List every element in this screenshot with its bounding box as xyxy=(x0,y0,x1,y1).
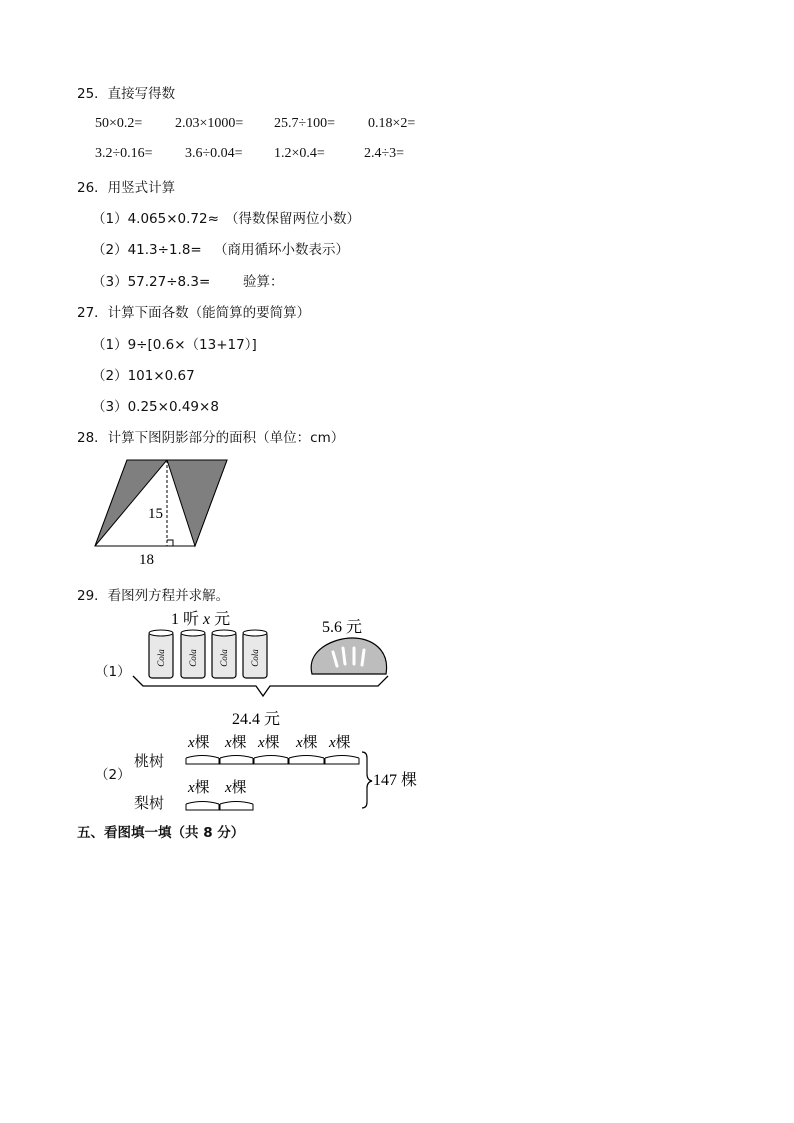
svg-text:x棵: x棵 xyxy=(188,780,210,796)
q25-item: 25.7÷100= xyxy=(274,116,336,131)
q27-title: 27．计算下面各数（能简算的要简算） xyxy=(77,305,311,321)
q25-title: 25．直接写得数 xyxy=(77,86,176,102)
total-right-brace xyxy=(362,752,372,808)
pear-segments xyxy=(186,802,253,811)
pear-tree-label: 梨树 xyxy=(134,796,165,812)
q25-item: 1.2×0.4= xyxy=(274,146,325,161)
can-2 xyxy=(181,630,205,678)
can-logo: Cola xyxy=(188,649,198,667)
cans-and-bread-figure xyxy=(128,606,408,730)
q26-item-1: （1）4.065×0.72≈ xyxy=(92,211,219,227)
svg-text:x棵: x棵 xyxy=(258,735,280,751)
q29-title: 29．看图列方程并求解。 xyxy=(77,588,230,604)
svg-text:x棵: x棵 xyxy=(225,735,247,751)
q25-item: 3.2÷0.16= xyxy=(95,146,153,161)
q27-item-1: （1）9÷[0.6×（13+17）] xyxy=(92,337,257,353)
can-logo: Cola xyxy=(219,649,229,667)
total-price-label: 24.4 元 xyxy=(232,711,281,728)
can-price-suffix: 元 xyxy=(210,611,231,628)
can-price-variable: x xyxy=(203,611,211,628)
shaded-parallelogram-figure xyxy=(90,455,240,570)
q27-item-2: （2）101×0.67 xyxy=(92,368,195,384)
can-1 xyxy=(149,630,173,678)
base-label: 18 xyxy=(139,552,154,568)
total-brace xyxy=(133,676,388,696)
svg-text:x棵: x棵 xyxy=(296,735,318,751)
q28-title: 28．计算下图阴影部分的面积（单位：cm） xyxy=(77,430,345,446)
q25-item: 2.03×1000= xyxy=(175,116,244,131)
q25-item: 3.6÷0.04= xyxy=(185,146,243,161)
section-five-title: 五、看图填一填（共 8 分） xyxy=(77,825,245,841)
q26-note-2: （商用循环小数表示） xyxy=(214,242,349,258)
can-logo: Cola xyxy=(250,649,260,667)
q27-item-3: （3）0.25×0.49×8 xyxy=(92,399,219,415)
can-logo: Cola xyxy=(156,649,166,667)
q26-item-3: （3）57.27÷8.3= xyxy=(92,274,211,290)
bread-price-label: 5.6 元 xyxy=(322,619,363,636)
peach-segments xyxy=(186,756,359,765)
can-3 xyxy=(212,630,236,678)
q26-title: 26．用竖式计算 xyxy=(77,180,176,196)
can-4 xyxy=(243,630,267,678)
svg-text:1 听 x 元 xyxy=(171,610,230,628)
svg-text:x棵: x棵 xyxy=(225,780,247,796)
svg-text:x棵: x棵 xyxy=(329,735,351,751)
q29-part2-num: （2） xyxy=(95,767,131,783)
total-trees-label: 147 棵 xyxy=(373,772,418,789)
height-label: 15 xyxy=(148,506,163,522)
q25-item: 0.18×2= xyxy=(368,116,416,131)
q26-item-2: （2）41.3÷1.8= xyxy=(92,242,202,258)
q26-note-1: （得数保留两位小数） xyxy=(225,211,360,227)
svg-text:x棵: x棵 xyxy=(188,735,210,751)
can-price-prefix: 1 听 xyxy=(171,611,204,628)
q25-item: 2.4÷3= xyxy=(364,146,405,161)
q29-part1-num: （1） xyxy=(95,664,131,680)
q25-item: 50×0.2= xyxy=(95,116,143,131)
bread-icon xyxy=(311,638,386,674)
tree-segment-diagram xyxy=(180,728,430,814)
peach-tree-label: 桃树 xyxy=(134,754,165,770)
q26-note-3: 验算： xyxy=(243,274,284,290)
